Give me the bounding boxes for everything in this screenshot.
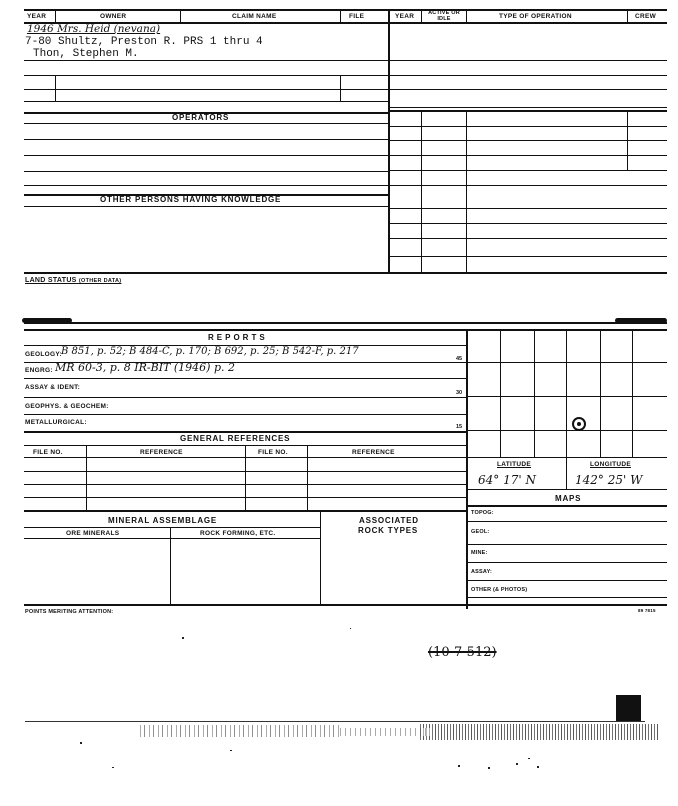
longitude-value: 142° 25' W <box>575 473 643 487</box>
geology-label: GEOLOGY: <box>25 351 62 358</box>
latitude-value: 64° 17' N <box>478 473 536 487</box>
header-year: YEAR <box>27 13 47 20</box>
maps-title: MAPS <box>555 494 582 503</box>
geology-value: B 851, p. 52; B 484-C, p. 170; B 692, p. 25; B 542-F, p. 217 <box>61 346 359 357</box>
land-status-label: LAND STATUS (OTHER DATA) <box>25 277 122 284</box>
maps-mine: MINE: <box>471 550 488 556</box>
rock-forming-label: ROCK FORMING, ETC. <box>200 530 276 537</box>
ore-minerals-label: ORE MINERALS <box>66 530 120 537</box>
maps-assay: ASSAY: <box>471 569 493 575</box>
scale-30: 30 <box>456 390 463 396</box>
associated-label: ASSOCIATED <box>359 516 419 525</box>
header-owner: OWNER <box>100 13 127 20</box>
geophys-label: GEOPHYS. & GEOCHEM: <box>25 403 109 410</box>
scale-15: 15 <box>456 424 463 430</box>
latitude-label: LATITUDE <box>497 461 532 468</box>
other-persons-title: OTHER PERSONS HAVING KNOWLEDGE <box>100 195 282 204</box>
header-active-or-idle: ACTIVE OR IDLE <box>428 10 460 22</box>
points-meriting-attention-label: POINTS MERITING ATTENTION: <box>25 609 114 615</box>
owner-entry-thon: Thon, Stephen M. <box>33 48 139 60</box>
operators-title: OPERATORS <box>172 113 230 122</box>
engrg-label: ENGRG: <box>25 367 53 374</box>
maps-other: OTHER (& PHOTOS) <box>471 587 528 593</box>
rock-types-label: ROCK TYPES <box>358 526 419 535</box>
scale-45: 45 <box>456 356 463 362</box>
owner-entry-shultz: 7-80 Shultz, Preston R. PRS 1 thru 4 <box>25 36 263 48</box>
header-claim-name: CLAIM NAME <box>232 13 277 20</box>
assay-label: ASSAY & IDENT: <box>25 384 81 391</box>
engrg-value: MR 60-3, p. 8 IR-BIT (1946) p. 2 <box>55 361 235 374</box>
maps-topog: TOPOG: <box>471 510 494 516</box>
general-references-reference-2: REFERENCE <box>352 449 395 456</box>
longitude-label: LONGITUDE <box>590 461 631 468</box>
header-file: FILE <box>349 13 365 20</box>
reports-title: REPORTS <box>208 333 268 342</box>
general-references-file-no-1: FILE NO. <box>33 449 63 456</box>
maps-geol: GEOL: <box>471 529 490 535</box>
general-references-file-no-2: FILE NO. <box>258 449 288 456</box>
header-crew: CREW <box>635 13 657 20</box>
mineral-assemblage-title: MINERAL ASSEMBLAGE <box>108 516 218 525</box>
header-type-of-operation: TYPE OF OPERATION <box>499 13 572 20</box>
form-number: 89 7815 <box>638 608 656 613</box>
metallurgical-label: METALLURGICAL: <box>25 419 87 426</box>
crossed-out-note: (10-7-512) <box>428 645 497 660</box>
general-references-title: GENERAL REFERENCES <box>180 434 291 443</box>
general-references-reference-1: REFERENCE <box>140 449 183 456</box>
header-year-2: YEAR <box>395 13 415 20</box>
owner-entry-1946: 1946 Mrs. Heid (nevana) <box>27 23 161 35</box>
location-marker-icon <box>572 417 586 431</box>
